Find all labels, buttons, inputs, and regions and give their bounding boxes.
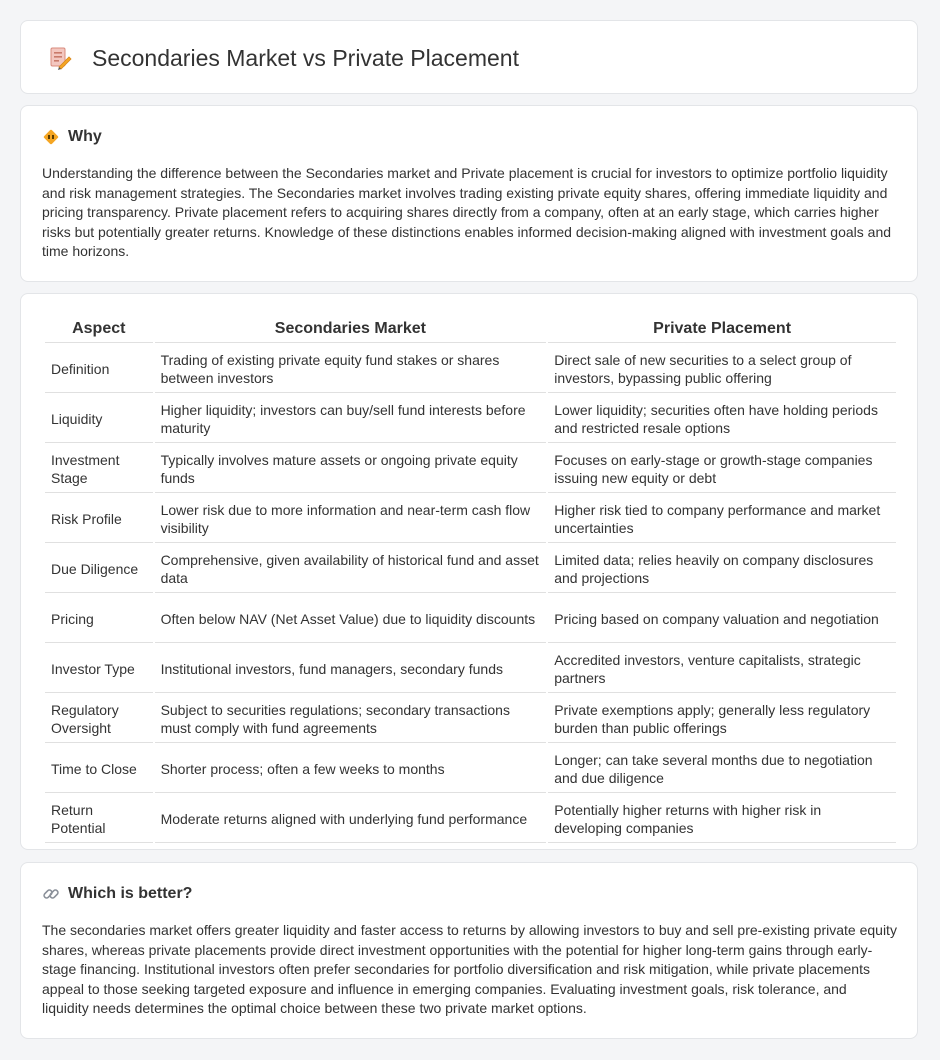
comparison-table bbox=[43, 314, 898, 845]
cell-private: Lower liquidity; securities often have holding periods and restricted resale options bbox=[548, 395, 896, 443]
better-body: The secondaries market offers greater liquidity and faster access to returns by allowing investors to buy and sell pre-existing private equity shares, whereas private placements provide direct investment opportunities with the potential for higher long-term gains through early-stage financing. Institutional investors often prefer secondaries for portfolio diversification and risk mitigation, while private placements appeal to those seeking targeted exposure and influence in emerging companies. Evaluating investment goals, risk tolerance, and liquidity needs determines the optimal choice between these two private market options. bbox=[42, 922, 897, 1017]
cell-aspect: Pricing bbox=[45, 595, 153, 643]
comparison-section bbox=[20, 293, 918, 850]
table-row bbox=[45, 345, 896, 393]
cell-secondaries: Shorter process; often a few weeks to months bbox=[155, 745, 547, 793]
cell-private: Focuses on early-stage or growth-stage companies issuing new equity or debt bbox=[548, 445, 896, 493]
table-row bbox=[45, 745, 896, 793]
table-row bbox=[45, 645, 896, 693]
cell-aspect: Return Potential bbox=[45, 795, 153, 843]
cell-private: Longer; can take several months due to negotiation and due diligence bbox=[548, 745, 896, 793]
better-header bbox=[42, 883, 192, 905]
cell-aspect: Investment Stage bbox=[45, 445, 153, 493]
table-row bbox=[45, 395, 896, 443]
which-is-better-section bbox=[20, 862, 918, 1039]
table-row bbox=[45, 595, 896, 643]
table-row bbox=[45, 695, 896, 743]
cell-secondaries: Institutional investors, fund managers, secondary funds bbox=[155, 645, 547, 693]
cell-private: Higher risk tied to company performance and market uncertainties bbox=[548, 495, 896, 543]
why-body: Understanding the difference between the Secondaries market and Private placement is crucial for investors to optimize portfolio liquidity and risk management strategies. The Secondaries market involves trading existing private equity shares, offering immediate liquidity and pricing transparency. Private placement refers to acquiring shares directly from a company, often at an early stage, which carries higher risks but potentially greater returns. Knowledge of these distinctions enables informed decision-making aligned with investment goals and time horizons. bbox=[42, 165, 892, 260]
header-secondaries: Secondaries Market bbox=[155, 316, 547, 343]
why-section bbox=[20, 105, 918, 282]
cell-secondaries: Lower risk due to more information and near-term cash flow visibility bbox=[155, 495, 547, 543]
cell-secondaries: Typically involves mature assets or ongoing private equity funds bbox=[155, 445, 547, 493]
cell-secondaries: Higher liquidity; investors can buy/sell fund interests before maturity bbox=[155, 395, 547, 443]
why-heading: Why bbox=[68, 128, 102, 145]
cell-private: Accredited investors, venture capitalists, strategic partners bbox=[548, 645, 896, 693]
diamond-sign-icon bbox=[42, 128, 60, 146]
better-heading: Which is better? bbox=[68, 885, 193, 902]
cell-aspect: Risk Profile bbox=[45, 495, 153, 543]
cell-aspect: Time to Close bbox=[45, 745, 153, 793]
table-row bbox=[45, 495, 896, 543]
table-row bbox=[45, 545, 896, 593]
cell-private: Potentially higher returns with higher risk in developing companies bbox=[548, 795, 896, 843]
title-card bbox=[20, 20, 918, 94]
cell-secondaries: Often below NAV (Net Asset Value) due to liquidity discounts bbox=[155, 595, 547, 643]
cell-aspect: Liquidity bbox=[45, 395, 153, 443]
cell-private: Limited data; relies heavily on company disclosures and projections bbox=[548, 545, 896, 593]
why-header bbox=[42, 126, 102, 148]
cell-private: Private exemptions apply; generally less regulatory burden than public offerings bbox=[548, 695, 896, 743]
header-aspect: Aspect bbox=[45, 316, 153, 343]
link-icon bbox=[42, 885, 60, 903]
table-row bbox=[45, 445, 896, 493]
cell-private: Direct sale of new securities to a select group of investors, bypassing public offering bbox=[548, 345, 896, 393]
cell-aspect: Definition bbox=[45, 345, 153, 393]
cell-secondaries: Comprehensive, given availability of historical fund and asset data bbox=[155, 545, 547, 593]
cell-secondaries: Subject to securities regulations; secondary transactions must comply with fund agreements bbox=[155, 695, 547, 743]
cell-aspect: Regulatory Oversight bbox=[45, 695, 153, 743]
cell-secondaries: Trading of existing private equity fund stakes or shares between investors bbox=[155, 345, 547, 393]
cell-private: Pricing based on company valuation and negotiation bbox=[548, 595, 896, 643]
header-private: Private Placement bbox=[548, 316, 896, 343]
cell-aspect: Investor Type bbox=[45, 645, 153, 693]
cell-secondaries: Moderate returns aligned with underlying fund performance bbox=[155, 795, 547, 843]
table-row bbox=[45, 795, 896, 843]
cell-aspect: Due Diligence bbox=[45, 545, 153, 593]
document-pencil-icon bbox=[47, 45, 73, 71]
page-title: Secondaries Market vs Private Placement bbox=[92, 45, 519, 71]
table-header-row bbox=[45, 316, 896, 343]
